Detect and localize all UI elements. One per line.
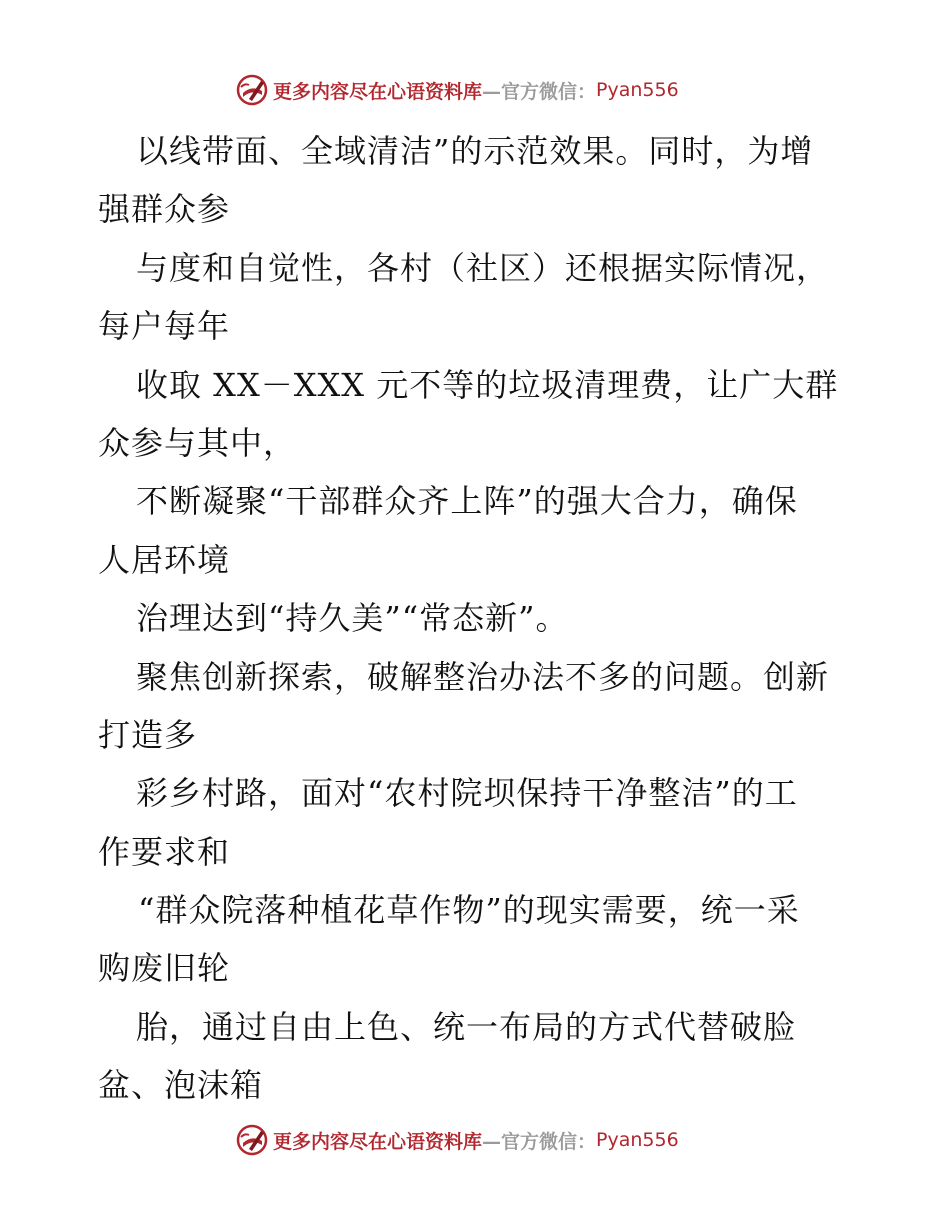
body-line: 强群众参 <box>98 190 231 229</box>
document-body <box>98 122 858 1115</box>
official-wechat-label: —官方微信： <box>482 80 597 103</box>
body-line: 众参与其中， <box>98 423 297 462</box>
body-line: 盆、泡沫箱 <box>98 1066 264 1105</box>
wechat-id: Pyan556 <box>596 79 679 101</box>
body-line: 每户每年 <box>98 307 231 346</box>
body-line: 作要求和 <box>98 832 231 871</box>
body-line: 彩乡村路，面对“农村院坝保持干净整洁”的工 <box>136 774 798 813</box>
red-book-pen-logo-icon <box>235 1123 269 1157</box>
body-line: 收取 XX－XXX 元不等的垃圾清理费，让广大群 <box>136 365 839 404</box>
body-line: 以线带面、全域清洁”的示范效果。同时，为增 <box>136 132 814 170</box>
body-line: 购废旧轮 <box>98 949 231 988</box>
body-line: “群众院落种植花草作物”的现实需要，统一采 <box>138 891 800 930</box>
footer-banner <box>235 1122 679 1158</box>
wechat-id: Pyan556 <box>596 1129 679 1151</box>
brand-text: 更多内容尽在心语资料库 <box>273 80 483 103</box>
body-line: 打造多 <box>98 715 198 754</box>
body-line: 与度和自觉性，各村（社区）还根据实际情况， <box>136 248 830 287</box>
red-book-pen-logo-icon <box>235 73 269 107</box>
body-line: 治理达到“持久美”“常态新”。 <box>136 599 569 638</box>
body-line: 人居环境 <box>98 540 231 579</box>
body-line: 不断凝聚“干部群众齐上阵”的强大合力，确保 <box>136 482 798 521</box>
header-banner <box>235 72 679 108</box>
body-line: 聚焦创新探索，破解整治办法不多的问题。创新 <box>136 657 830 696</box>
body-line: 胎，通过自由上色、统一布局的方式代替破脸 <box>136 1007 797 1046</box>
brand-text: 更多内容尽在心语资料库 <box>273 1130 483 1153</box>
official-wechat-label: —官方微信： <box>482 1130 597 1153</box>
